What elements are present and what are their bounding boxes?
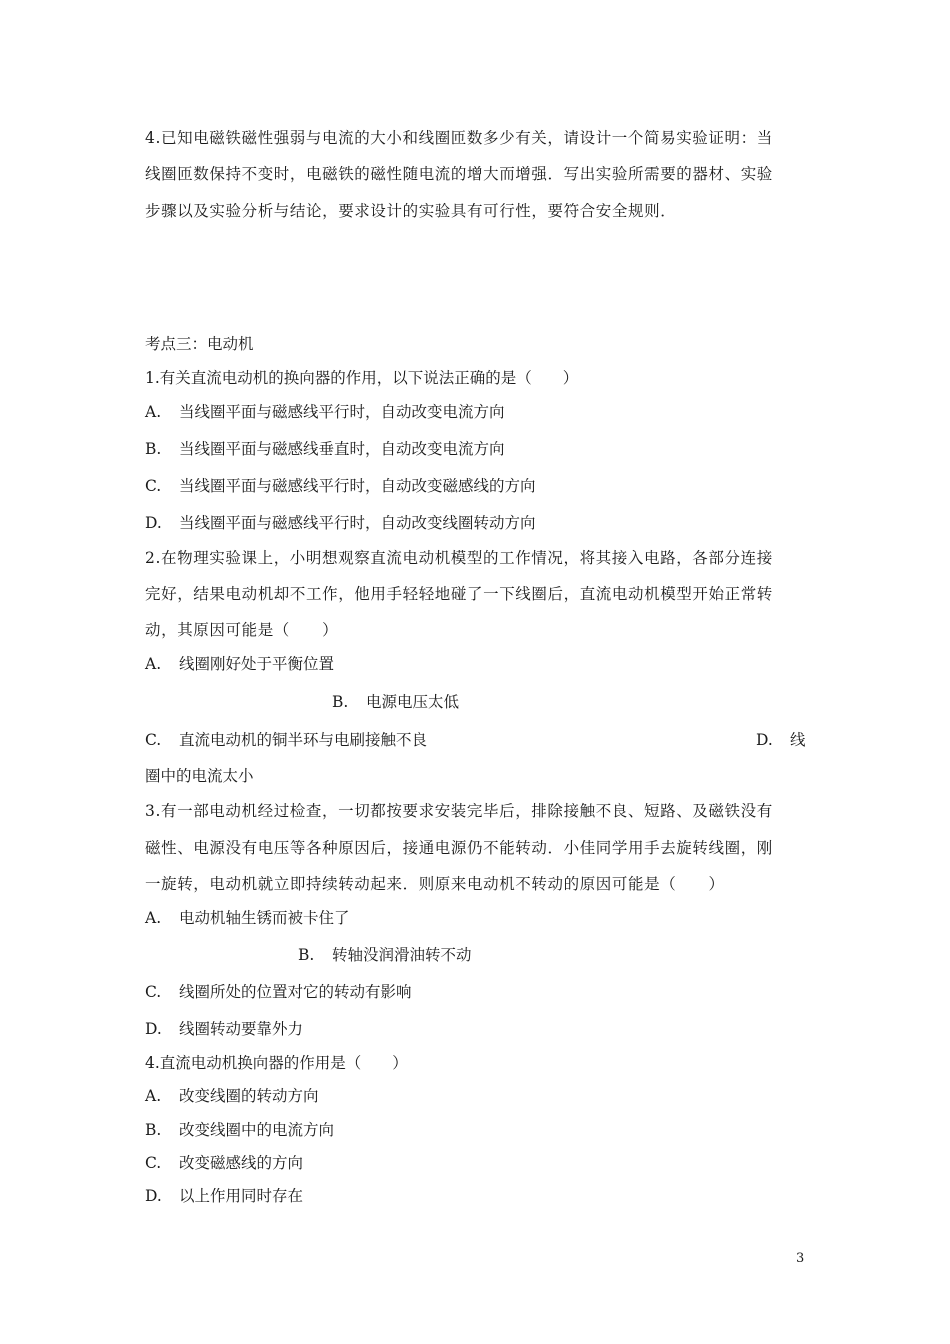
q1-option-a <box>145 402 505 422</box>
q1-option-b <box>145 439 505 459</box>
q2-option-d <box>756 730 806 750</box>
option-label: C. <box>145 1154 162 1172</box>
q1-option-c <box>145 476 536 496</box>
q2-option-b <box>332 692 459 712</box>
q2-stem-line-3: 动，其原因可能是（ ） <box>145 621 339 639</box>
q3-stem-line-3: 一旋转，电动机就立即持续转动起来．则原来电动机不转动的原因可能是（ ） <box>145 875 725 893</box>
section-title: 考点三：电动机 <box>145 335 254 353</box>
option-text: 转轴没润滑油转不动 <box>332 946 472 964</box>
option-label: C. <box>145 477 162 495</box>
option-label: C. <box>145 731 162 749</box>
option-text: 线 <box>790 731 806 749</box>
option-label: B. <box>145 1121 162 1139</box>
option-text: 改变线圈的转动方向 <box>179 1087 319 1105</box>
q3-option-a <box>145 908 350 928</box>
option-label: D. <box>756 731 773 749</box>
option-text: 电动机轴生锈而被卡住了 <box>179 909 350 927</box>
option-label: B. <box>145 440 162 458</box>
p4-line-2: 线圈匝数保持不变时，电磁铁的磁性随电流的增大而增强．写出实验所需要的器材、实验 <box>145 165 773 183</box>
q1-stem: 1.有关直流电动机的换向器的作用，以下说法正确的是（ ） <box>145 369 579 387</box>
q3-stem-line-1: 3.有一部电动机经过检查，一切都按要求安装完毕后，排除接触不良、短路、及磁铁没有 <box>145 802 773 820</box>
option-text: 直流电动机的铜半环与电刷接触不良 <box>179 731 428 749</box>
q3-option-c <box>145 982 412 1002</box>
q4-option-a <box>145 1086 319 1106</box>
option-label: B. <box>332 693 349 711</box>
q2-option-c <box>145 730 427 750</box>
option-label: D. <box>145 514 162 532</box>
option-text: 当线圈平面与磁感线垂直时，自动改变电流方向 <box>179 440 505 458</box>
option-text: 电源电压太低 <box>366 693 460 711</box>
q2-stem-line-1: 2.在物理实验课上，小明想观察直流电动机模型的工作情况，将其接入电路，各部分连接 <box>145 549 773 567</box>
q2-option-d-wrap: 圈中的电流太小 <box>145 767 254 785</box>
option-label: A. <box>145 403 162 421</box>
p4-line-3: 步骤以及实验分析与结论，要求设计的实验具有可行性，要符合安全规则． <box>145 202 677 220</box>
option-text: 当线圈平面与磁感线平行时，自动改变线圈转动方向 <box>179 514 536 532</box>
option-text: 线圈所处的位置对它的转动有影响 <box>179 983 412 1001</box>
q3-stem-line-2: 磁性、电源没有电压等各种原因后，接通电源仍不能转动．小佳同学用手去旋转线圈，刚 <box>145 839 773 857</box>
option-label: A. <box>145 1087 162 1105</box>
option-text: 当线圈平面与磁感线平行时，自动改变电流方向 <box>179 403 505 421</box>
q4-option-d <box>145 1186 303 1206</box>
option-text: 改变磁感线的方向 <box>179 1154 304 1172</box>
option-label: D. <box>145 1020 162 1038</box>
page-number: 3 <box>796 1251 805 1266</box>
p4-line-1: 4.已知电磁铁磁性强弱与电流的大小和线圈匝数多少有关，请设计一个简易实验证明：当 <box>145 129 773 147</box>
option-text: 以上作用同时存在 <box>179 1187 304 1205</box>
q2-option-a <box>145 654 334 674</box>
q3-option-b <box>298 945 472 965</box>
option-text: 当线圈平面与磁感线平行时，自动改变磁感线的方向 <box>179 477 536 495</box>
option-text: 线圈转动要靠外力 <box>179 1020 304 1038</box>
option-label: C. <box>145 983 162 1001</box>
option-label: A. <box>145 655 162 673</box>
option-text: 线圈刚好处于平衡位置 <box>179 655 335 673</box>
q1-option-d <box>145 513 536 533</box>
q2-stem-line-2: 完好，结果电动机却不工作，他用手轻轻地碰了一下线圈后，直流电动机模型开始正常转 <box>145 585 773 603</box>
option-text: 改变线圈中的电流方向 <box>179 1121 335 1139</box>
q4-option-b <box>145 1120 334 1140</box>
option-label: B. <box>298 946 315 964</box>
q4-option-c <box>145 1153 303 1173</box>
option-label: D. <box>145 1187 162 1205</box>
q3-option-d <box>145 1019 303 1039</box>
option-label: A. <box>145 909 162 927</box>
q4-stem: 4.直流电动机换向器的作用是（ ） <box>145 1054 408 1072</box>
